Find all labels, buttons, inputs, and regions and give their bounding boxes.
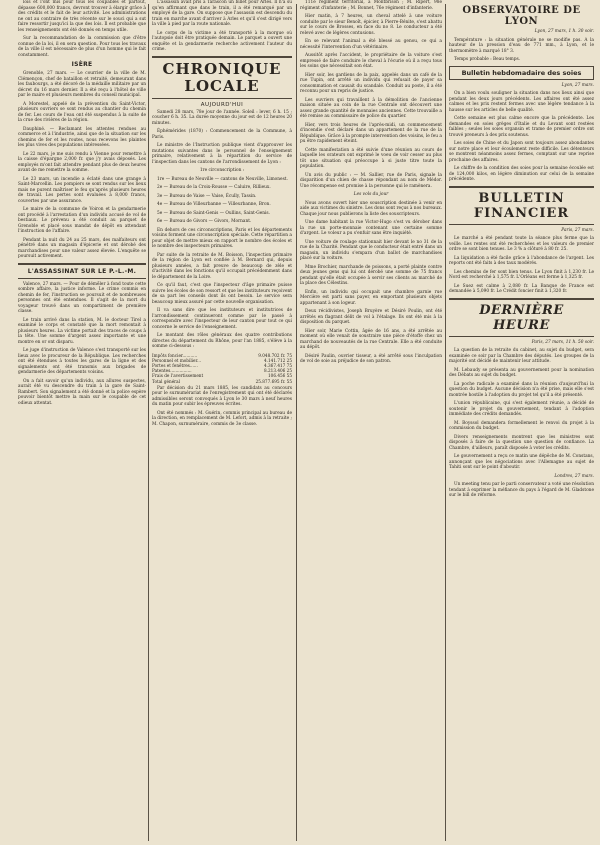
article-text: Le marché a été pendant toute la séance plus ferme que la veille. Les rentes ont été recherchées et les valeurs de premier ordre se sont bien tenues. Le 3 % a clôturé à 80 fr. 25.	[449, 236, 594, 252]
article-text: Cette semaine est plus calme encore que la précédente. Les demandes en soies grèges d'Italie et du Levant sont restées faibles ; seules les soies organsin et trame de premier ordre ont trouvé preneurs à des prix soutenus.	[449, 116, 594, 138]
subheading-vols: Les vols du jour	[353, 192, 389, 197]
divider	[152, 98, 292, 99]
article-text: On a bien voulu souligner la situation dans nos lieux ainsi que pendant les deux jours précédents. Les affaires ont été assez calmes et les prix restent fermes avec une légère tendance à la hausse sur les articles de belle qualité.	[449, 91, 594, 113]
article-text: Le ministre de l'Instruction publique vient d'approuver les mutations suivantes dans le personnel de l'enseignement primaire, relativement à la répartition du service de l'inspection dans les cantons de l'arrondissement de Lyon :	[152, 143, 292, 165]
article-text: M. Boyssol demandera formellement le renvoi du projet à la commission du budget.	[449, 420, 594, 431]
article-text: Pendant la nuit du 24 au 25 mars, des malfaiteurs ont pénétré dans un magasin d'épicerie et ont dérobé des marchandises pour une valeur assez élevée. L'enquête se poursuit activement.	[18, 237, 146, 259]
article-text: Par décision du 21 mars 1885, les candidats au concours pour le surnumérariat de l'enregistrement qui ont été déclarés admissibles seront convoqués à Lyon le 30 mars à neuf heures du matin pour subir les épreuves écrites.	[152, 385, 292, 408]
article-text: Ce qu'il faut, c'est que l'inspecteur d'âge primaire puisse suivre les écoles de son ressort et que les instituteurs reçoivent de sa part les conseils dont ils ont besoin. Le service sera beaucoup mieux assuré par cette nouvelle organisation.	[152, 283, 292, 305]
list-item: 3e — Bureau de Vaise — Vaise, Écully, Tassin.	[157, 193, 257, 199]
article-text: Le train arrivé dans la station, M. le docteur Tirel a examiné le corps et constaté que la mort remontait à plusieurs heures. La victime portait des traces de coups à la tête. Une somme d'argent assez importante et une montre en or ont disparu.	[18, 317, 146, 345]
column-rule	[148, 4, 149, 841]
dateline: Londres, 27 mars.	[554, 473, 594, 479]
column-2	[152, 0, 292, 845]
article-text: Mme Brochier, marchande de poissons, a porté plainte contre deux jeunes gens qui lui ont dérobé une somme de 75 francs pendant qu'elle était occupée à servir ses clients au marché de la place des Célestins.	[300, 264, 442, 286]
article-text: Sur la recommandation de la commission que d'être connue de la loi, il en sera question. Pour tous les travaux de la ville il est nécessaire de plus d'un homme qui le fait constamment.	[18, 36, 146, 58]
article-text: L'assassin avait pris à Tarascon un billet pour Arles. Il n'a su qu'en affirmant que dans le train, il a été remarqué par un employé de la gare. On suppose que l'assassin est descendu du train en marche avant d'arriver à Arles et qu'il s'est dirigé vers la ville à pied par la route nationale.	[152, 0, 292, 27]
article-text: La liquidation a été facile grâce à l'abondance de l'argent. Les reports ont été faits à des taux modérés.	[449, 255, 594, 266]
column-rule	[296, 4, 297, 841]
divider	[449, 186, 594, 188]
dateline: Lyon, 27 mars, 1 h. 30 soir.	[534, 29, 594, 34]
article-text: A Morestel, appelé de la prévention du Saint-Victor, plusieurs ouvriers se sont rendus au chantier du chemin de fer. Les cours de l'eau ont été suspendus à la suite de la crue des rivières de la région.	[18, 101, 146, 123]
section-heading-assassinat: L'ASSASSINAT SUR LE P.-L.-M.	[27, 267, 137, 275]
article-text: Enfin, un individu qui occupait une chambre garnie rue Mercière est parti sans payer, en emportant plusieurs objets appartenant à son logeur.	[300, 289, 442, 306]
article-text: Deux récidivistes, Joseph Bruyère et Désiré Poulin, ont été arrêtés en flagrant délit de vol à l'étalage. Ils ont été mis à la disposition du parquet.	[300, 309, 442, 325]
article-text: Une voiture de roulage stationnait hier devant le no 31 de la rue de la Charité. Pendant que le conducteur était entré dans un magasin, un individu s'empara d'un ballot de marchandises placé sur la voiture.	[300, 239, 442, 261]
list-item: 5e — Bureau de Saint-Genis — Oullins, Saint-Genis.	[157, 210, 270, 216]
column-1	[18, 0, 146, 845]
almanac-text: Éphémérides (1870) : Commencement de la Commune, à Paris.	[152, 129, 292, 140]
column-rule	[445, 4, 446, 841]
dateline: Paris, 27 mars.	[561, 227, 594, 233]
article-text: Il va sans dire que les instituteurs et institutrices de l'arrondissement continueront comme par le passé à correspondre avec l'inspecteur de leur canton pour tout ce qui concerne le service de l'enseignement.	[152, 308, 292, 330]
article-text: En se relevant l'animal a été blessé au genou, ce qui a nécessité l'intervention d'un vétérinaire.	[300, 39, 442, 50]
article-text: Temps probable : Beau temps.	[454, 57, 521, 62]
article-text: La poche radicale a examiné dans la réunion d'aujourd'hui la question du budget. Aucune décision n'a été prise, mais elle s'est montrée hostile à l'adoption du projet tel qu'il a été présenté.	[449, 381, 594, 398]
article-text: Le Suez est calme à 2,080 fr. La Banque de France est demandée à 5,090 fr. Le Crédit foncier finit à 1,320 fr.	[449, 283, 594, 294]
chronique-locale-title: CHRONIQUE LOCALE	[162, 59, 282, 95]
observatoire-title: OBSERVATOIRE DE LYON	[462, 5, 581, 27]
list-item: 6e — Bureau de Givors — Givors, Mornant.	[157, 219, 252, 224]
article-text: Température : la situation générale ne se modifie pas. A la hauteur de la pression d'eau de 771 mm., à Lyon, et le thermomètre à marqué 18° 3.	[449, 37, 594, 54]
derniere-heure-title: DERNIÈRE HEURE	[479, 302, 564, 333]
article-text: M. Lebaudy se présenta au gouvernement pour la nomination des Débats au sujet du budget.	[449, 367, 594, 378]
article-text: lois et l'ont mis pour tous les coupables et partout, dépasse 600,000 francs, devront trouver à élargir grâce à des crédits et le fait de leur activité. Les administrations ne ont au contraire de très récente sur le souci qui a sut faire ressortir jusqu'ici la que des lois. Il est probable que les renseignements ont été donnés en temps utile.	[18, 0, 146, 33]
article-text: Nous avons ouvert hier une souscription destinée à venir en aide aux victimes du sinistre. Les dons sont reçus à nos bureaux. Chaque jour nous publierons la liste des souscripteurs.	[300, 200, 442, 217]
divider	[152, 56, 292, 58]
article-text: L'union républicaine, qui s'est également réunie, a décidé de soutenir le projet du gouvernement, tendant à l'adoption immédiate des crédits demandés.	[449, 401, 594, 417]
article-text: Ont été nommés : M. Guérin, commis principal au bureau de la direction, en remplacement de M. Lefort, admis à la retraite ; M. Chapon, surnuméraire, commis de 3e classe.	[152, 410, 292, 427]
article-text: Hier soir, Marie Cottin, âgée de 16 ans, a été arrêtée au moment où elle venait de soustraire une pièce d'étoffe chez un marchand de nouveautés de la rue Centrale. Elle a été conduite au dépôt.	[300, 328, 442, 350]
list-item: 1re — Bureau de Neuville — cantons de Neuville, Limonest.	[157, 176, 288, 182]
article-text: Une dame habitant la rue Victor-Hugo s'est vu dérober dans la rue un porte-monnaie contenant une certaine somme d'argent. Le voleur a pu s'enfuir sans être inquiété.	[300, 220, 442, 236]
table-row: Patentes................ 8.213.406 25	[152, 368, 292, 374]
date-heading: AUJOURD'HUI	[200, 101, 244, 108]
bulletin-financier-title: BULLETIN FINANCIER	[473, 190, 570, 221]
article-text: Hier matin, à 7 heures, un cheval attelé à une voiture conduite par le sieur Benoît, épicier, à Pierre-Bénite, s'est abattu sur le cours de Brosses, en face du no 8. Le conducteur a été relevé avec de légères contusions.	[300, 14, 442, 36]
article-text: Par suite de la retraite de M. Boisson, l'inspection primaire de la région de Lyon est confiée à M. Bernard qui, depuis plusieurs années, a fait preuve de beaucoup de zèle et d'activité dans les fonctions qu'il occupait précédemment dans le département de la Loire.	[152, 252, 292, 280]
article-text: Le maire de la commune de Voiron et la gendarmerie ont procédé à l'arrestation d'un individu accusé de vol de bestiaux. Le prévenu a été conduit au parquet de Grenoble et placé sous mandat de dépôt en attendant l'instruction de l'affaire.	[18, 207, 146, 234]
divider	[18, 278, 146, 279]
article-text: Le corps de la victime a été transporté à la morgue où l'autopsie doit être pratiquée demain. Le parquet a ouvert une enquête et la gendarmerie recherche activement l'auteur du crime.	[152, 30, 292, 52]
article-text: Grenoble, 27 mars. — Le courrier de la ville de M. Clémençon, chef de bataillon et retraité, demeurant dans les faubourgs, a été décoré de la médaille militaire par un décret du 16 mars dernier. Il a été reçu à l'hôtel de ville par le maire et plusieurs membres du conseil municipal.	[18, 71, 146, 98]
article-text: Les ouvriers qui travaillent à la démolition de l'ancienne maison située au coin de la rue Centrale ont découvert une assez grande quantité de monnaies anciennes. Cette trouvaille a été remise au commissaire de police du quartier.	[300, 97, 442, 119]
circonscription-list	[152, 177, 292, 225]
article-text: Les soies de Chine et du Japon sont toujours assez abondantes sur notre place et leur écoulement reste difficile. Les détenteurs se montrent néanmoins assez fermes, comptant sur une reprise prochaine des affaires.	[449, 141, 594, 163]
table-row: Portes et fenêtres...... 4.367.417 75	[152, 362, 292, 368]
article-text: Les chemins de fer sont bien tenus. Le Lyon finit à 1,230 fr. Le Nord est recherché à 1,575 fr. L'Orléans est ferme à 1,325 fr.	[449, 269, 594, 280]
dateline: Lyon, 27 mars.	[561, 82, 594, 88]
article-text: Dauphiné. — Reclamant les attentes rendues au commerce et à l'industrie, ainsi que de la situation sur les chemins de fer et les routes, nous recevons les plaintes les plus vives des populations intéressées.	[18, 126, 146, 148]
article-text: Désiré Paulin, ouvrier tisseur, a été arrêté sous l'inculpation de vol de soie au préjudice de son patron.	[300, 353, 442, 364]
table-row: Impôts foncier........... 9.048.702 fr. 75	[152, 352, 292, 358]
divider	[18, 263, 146, 265]
article-text: Le gouvernement a reçu ce matin une dépêche de M. Constans, annonçant que les négociations avec l'Allemagne au sujet de Tahiti sont sur le point d'aboutir.	[449, 454, 594, 470]
column-3	[300, 0, 442, 845]
article-text: Aussitôt après l'accident, le propriétaire de la voiture s'est empressé de faire conduire le cheval à l'écurie où il a reçu tous les soins que nécessitait son état.	[300, 53, 442, 69]
article-text: En dehors de ces circonscriptions, Paris et les départements voisins forment une circonscription spéciale. Cette répartition a pour objet de mettre mieux en rapport le nombre des écoles et le nombre des inspecteurs primaires.	[152, 227, 292, 249]
article-text: Un avis du public : — M. Sallier, rue de Paris, signale la disparition d'un chien de chasse répondant au nom de Médor. Une récompense est promise à la personne qui le ramènera.	[300, 172, 442, 189]
article-text: Hier soir, les gardiens de la paix, appelés dans un café de la rue Tupin, ont arrêté un individu qui refusait de payer sa consommation et causait du scandale. Conduit au poste, il a été reconnu pour un repris de justice.	[300, 72, 442, 94]
article-text: 111e régiment territorial, à Montbrison ; M. Ripert, 98e régiment d'infanterie ; M. Bonnet, 76e régiment d'infanterie.	[300, 0, 442, 11]
list-title: 1re circonscription :	[199, 168, 245, 173]
article-text: Le chiffre de la condition des soies pour la semaine écoulée est de 124,000 kilos, en légère diminution sur celui de la semaine précédente.	[449, 166, 594, 182]
article-text: Valence, 27 mars. — Pour de démêler à fond toute cette sombre affaire, la justice informe. Le crime commis en chemin de fer, l'instruction se poursuit et de nombreuses personnes ont été entendues. Il s'agit de la mort du voyageur trouvé dans un compartiment de première classe.	[18, 281, 146, 314]
article-text: Le montant des rôles généraux des quatre contributions directes du département du Rhône, pour l'an 1885, s'élève à la somme ci-dessous :	[152, 333, 292, 349]
article-text: Hier, vers trois heures de l'après-midi, un commencement d'incendie s'est déclaré dans un appartement de la rue de la République. Grâce à la prompte intervention des voisins, le feu a pu être rapidement éteint.	[300, 122, 442, 144]
column-4	[449, 0, 594, 845]
divider	[449, 298, 594, 300]
section-heading-isere: ISÈRE	[71, 61, 93, 68]
article-text: Cette manifestation a été suivie d'une réunion au cours de laquelle les orateurs ont exprimé le voeu de voir cesser au plus tôt une situation qui préoccupe à si juste titre toute la population.	[300, 147, 442, 169]
article-text: On a fait savoir qu'un individu, aux allures suspectes, aurait été vu descendre du train à la gare de Saint-Rambert. Son signalement a été donné et la police espère pouvoir bientôt mettre la main sur le coupable de cet odieux attentat.	[18, 378, 146, 406]
dateline: Paris, 27 mars, 11 h. 50 soir.	[531, 339, 594, 345]
divider	[449, 224, 594, 225]
contributions-table	[152, 353, 292, 384]
article-text: La question de la retraite du cabinet, au sujet du budget, sera examinée ce soir par la Chambre des députés. Les groupes de la majorité ont décidé de maintenir leur attitude.	[449, 348, 594, 364]
bulletin-soies-title: Bulletin hebdomadaire des soies	[449, 66, 594, 80]
table-row: Personnel et mobilier... 4.141.712 25	[152, 357, 292, 363]
article-text: Le 22 mars, je me suis rendu à Vienne pour remettre à la caisse d'épargne 2,000 fr. que j'y avais déposés. Les employés m'ont fait attendre pendant plus de deux heures avant de me remettre la somme.	[18, 151, 146, 173]
table-total-row: Total général 25.877.695 fr. 55	[152, 378, 292, 384]
table-row: Frais de l'avertissement 106.456 55	[152, 373, 292, 379]
list-item: 4e — Bureau de Villeurbanne — Villeurbanne, Bron.	[157, 202, 271, 207]
list-item: 2e — Bureau de la Croix-Rousse — Caluire, Rillieux.	[157, 185, 271, 190]
divider	[449, 336, 594, 337]
article-text: Divers renseignements montrent que les ministres sont disposés à faire de la question une question de confiance. La Chambre, d'ailleurs, paraît disposée à voter les crédits.	[449, 434, 594, 451]
article-text: Le 23 mars, un incendie a éclaté dans une grange à Saint-Marcellin. Les pompiers se sont rendus sur les lieux mais ne purent maîtriser le feu qu'après plusieurs heures de travail. Les pertes sont évaluées à 8,000 francs, couvertes par une assurance.	[18, 176, 146, 204]
article-text: Un meeting tenu par le parti conservateur a voté une résolution tendant à exprimer la méfiance du pays à l'égard de M. Gladstone sur le bill de réforme.	[449, 482, 594, 498]
article-text: Le juge d'instruction de Valence s'est transporté sur les lieux avec le procureur de la République. Les recherches ont été étendues à toutes les gares de la ligne et des signalements ont été transmis aux brigades de gendarmerie des départements voisins.	[18, 348, 146, 375]
almanac-text: Samedi 28 mars, 78e jour de l'année. Soleil : lever, 6 h. 15 ; coucher 6 h. 35. La durée moyenne du jour est de 12 heures 20 minutes.	[152, 109, 292, 126]
